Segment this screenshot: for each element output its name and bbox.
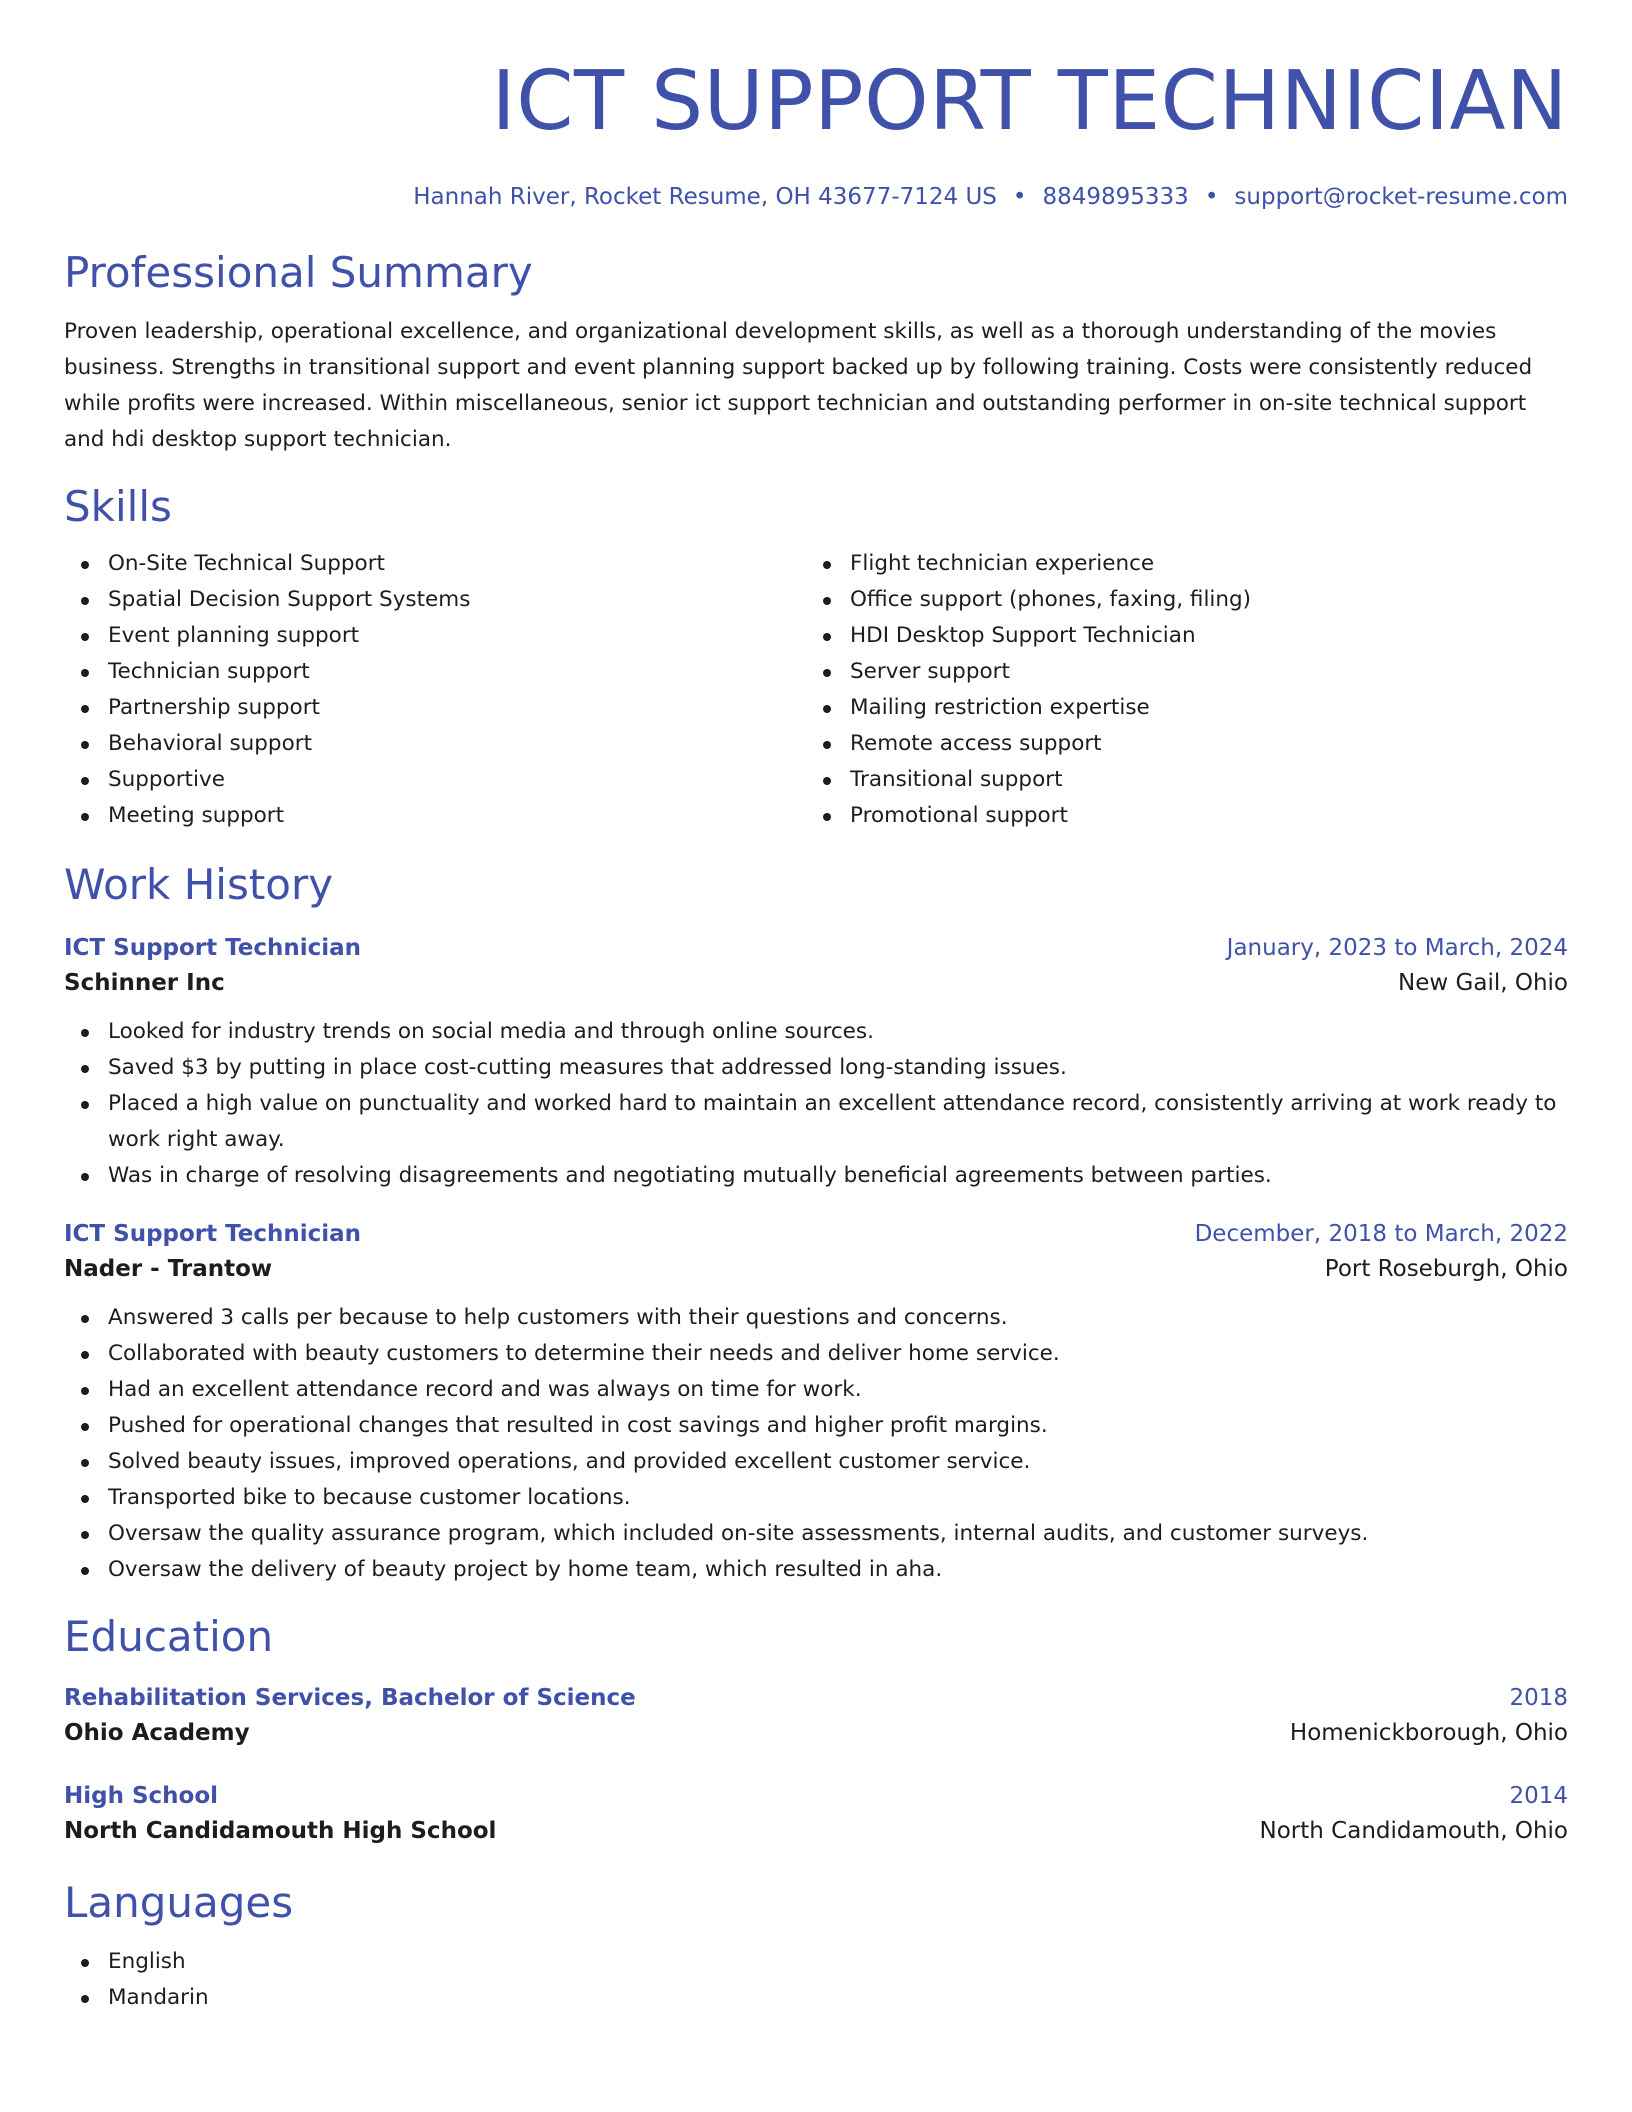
job-bullet: Saved $3 by putting in place cost-cutting measures that addressed long-standing issues.: [64, 1050, 1568, 1086]
skill-item: Office support (phones, faxing, filing): [806, 582, 1548, 618]
job-location: New Gail, Ohio: [1398, 970, 1568, 996]
skills-column-left: [64, 546, 806, 834]
skill-item: Spatial Decision Support Systems: [64, 582, 806, 618]
education-heading: Education: [64, 1612, 274, 1661]
job-bullet: Collaborated with beauty customers to determine their needs and deliver home service.: [64, 1336, 1568, 1372]
job-bullets: [64, 1014, 1568, 1194]
skill-item: Partnership support: [64, 690, 806, 726]
job-entry: [64, 932, 1568, 1194]
education-location: North Candidamouth, Ohio: [1259, 1818, 1568, 1844]
languages-heading: Languages: [64, 1878, 294, 1927]
job-bullet: Had an excellent attendance record and was always on time for work.: [64, 1372, 1568, 1408]
job-bullet: Oversaw the delivery of beauty project by home team, which resulted in aha.: [64, 1552, 1568, 1588]
contact-phone: 8849895333: [1042, 184, 1189, 210]
contact-separator: •: [1012, 184, 1027, 210]
skill-item: Supportive: [64, 762, 806, 798]
job-bullet: Placed a high value on punctuality and worked hard to maintain an excellent attendance record, consistently arriving at work ready to work right away.: [64, 1086, 1568, 1158]
education-school: North Candidamouth High School: [64, 1818, 497, 1844]
education-location: Homenickborough, Ohio: [1289, 1720, 1568, 1746]
summary-text: Proven leadership, operational excellence, and organizational development skills, as well as a thorough understanding of the movies business. Strengths in transitional support and event planning support backed up by following training. Costs were consistently reduced while profits were increased. Within miscellaneous, senior ict support technician and outstanding performer in on-site technical support and hdi desktop support technician.: [64, 319, 1533, 452]
education-degree: High School: [64, 1783, 219, 1809]
job-bullet: Oversaw the quality assurance program, which included on-site assessments, internal audits, and customer surveys.: [64, 1516, 1568, 1552]
education-school: Ohio Academy: [64, 1720, 250, 1746]
skill-item: Remote access support: [806, 726, 1548, 762]
language-item: Mandarin: [64, 1980, 1568, 2016]
job-subheader: [64, 1250, 1568, 1288]
job-bullet: Solved beauty issues, improved operations, and provided excellent customer service.: [64, 1444, 1568, 1480]
skill-item: On-Site Technical Support: [64, 546, 806, 582]
contact-separator: •: [1204, 184, 1219, 210]
contact-line: [64, 182, 1568, 212]
education-subheader: [64, 1714, 1568, 1752]
skill-item: HDI Desktop Support Technician: [806, 618, 1548, 654]
education-header: [64, 1682, 1568, 1714]
job-dates: January, 2023 to March, 2024: [1226, 935, 1568, 961]
skill-item: Technician support: [64, 654, 806, 690]
education-subheader: [64, 1812, 1568, 1850]
job-bullet: Transported bike to because customer locations.: [64, 1480, 1568, 1516]
skill-item: Server support: [806, 654, 1548, 690]
skill-item: Mailing restriction expertise: [806, 690, 1548, 726]
skill-item: Promotional support: [806, 798, 1548, 834]
education-year: 2018: [1509, 1685, 1568, 1711]
job-role: ICT Support Technician: [64, 935, 362, 961]
job-header: [64, 1218, 1568, 1250]
contact-address: Hannah River, Rocket Resume, OH 43677-7124 US: [413, 184, 997, 210]
job-company: Nader - Trantow: [64, 1256, 273, 1282]
languages-list: [64, 1944, 1568, 2016]
job-company: Schinner Inc: [64, 970, 225, 996]
summary-heading: Professional Summary: [64, 248, 533, 297]
job-bullet: Pushed for operational changes that resulted in cost savings and higher profit margins.: [64, 1408, 1568, 1444]
skill-item: Flight technician experience: [806, 546, 1548, 582]
skills-list: [64, 546, 1568, 834]
job-bullets: [64, 1300, 1568, 1588]
skill-item: Behavioral support: [64, 726, 806, 762]
job-subheader: [64, 964, 1568, 1002]
contact-email[interactable]: support@rocket-resume.com: [1234, 184, 1568, 210]
education-year: 2014: [1509, 1783, 1568, 1809]
job-role: ICT Support Technician: [64, 1221, 362, 1247]
resume-title: ICT SUPPORT TECHNICIAN: [491, 54, 1568, 149]
job-bullet: Answered 3 calls per because to help customers with their questions and concerns.: [64, 1300, 1568, 1336]
education-degree: Rehabilitation Services, Bachelor of Science: [64, 1685, 636, 1711]
skill-item: Event planning support: [64, 618, 806, 654]
skills-column-right: [806, 546, 1548, 834]
education-header: [64, 1780, 1568, 1812]
job-bullet: Looked for industry trends on social media and through online sources.: [64, 1014, 1568, 1050]
skill-item: Meeting support: [64, 798, 806, 834]
skill-item: Transitional support: [806, 762, 1548, 798]
work-history-heading: Work History: [64, 860, 334, 909]
job-dates: December, 2018 to March, 2022: [1194, 1221, 1568, 1247]
skills-heading: Skills: [64, 482, 172, 531]
job-entry: [64, 1218, 1568, 1588]
language-item: English: [64, 1944, 1568, 1980]
education-entry: [64, 1682, 1568, 1752]
education-entry: [64, 1780, 1568, 1850]
job-bullet: Was in charge of resolving disagreements and negotiating mutually beneficial agreements between parties.: [64, 1158, 1568, 1194]
job-location: Port Roseburgh, Ohio: [1324, 1256, 1568, 1282]
job-header: [64, 932, 1568, 964]
